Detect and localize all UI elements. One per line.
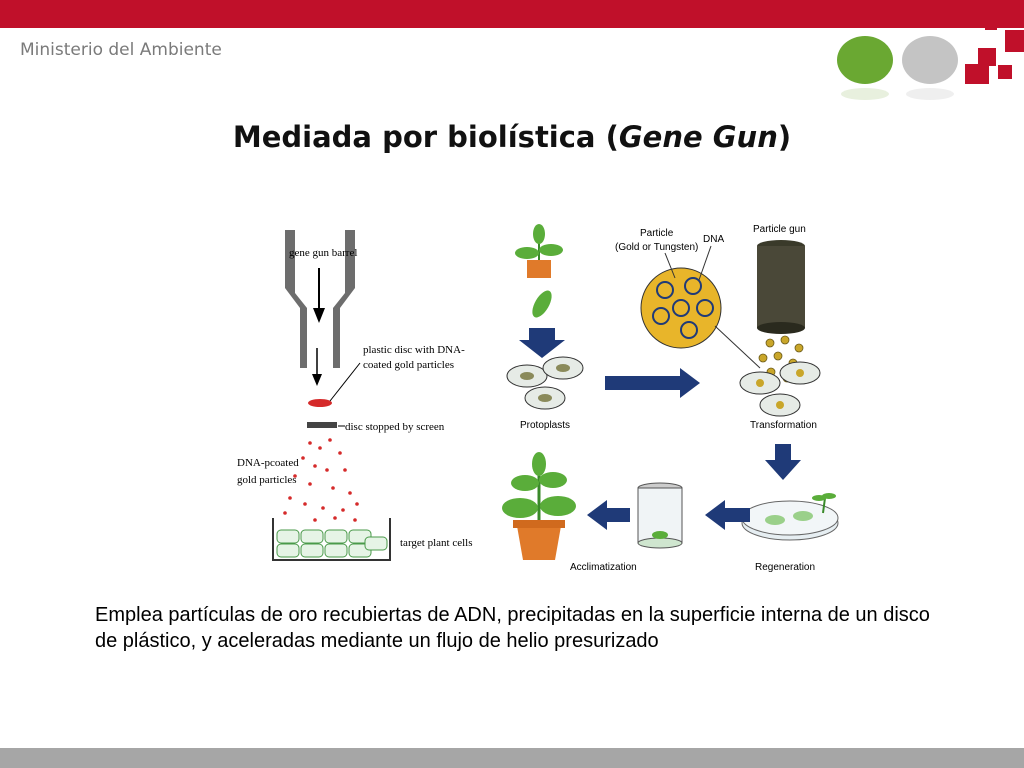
gene-gun-figure [215,208,845,580]
label-regeneration: Regeneration [755,562,816,573]
label-disc-2: coated gold particles [363,359,455,371]
green-circle-icon [837,36,893,84]
label-acclimatization: Acclimatization [570,562,637,573]
label-disc-1: plastic disc with DNA- [363,344,465,356]
label-particle-2: (Gold or Tungsten) [615,242,699,253]
label-transformation: Transformation [750,420,817,431]
label-particle-1: Particle [640,228,674,239]
label-protoplasts: Protoplasts [520,420,571,431]
label-stopped: disc stopped by screen [345,421,445,433]
ministry-label: Ministerio del Ambiente [20,40,222,60]
ministry-logo [830,20,1024,110]
dna-disc [308,399,332,407]
label-cells: target plant cells [400,537,473,549]
bottom-bar [0,748,1024,768]
label-dna: DNA [703,234,725,245]
slide-body-text: Emplea partículas de oro recubiertas de ADN, precipitadas en la superficie interna de un disco de plástico, y aceleradas mediante un flujo de helio presurizado [95,604,930,652]
slide-title: Mediada por biolística (Gene Gun) [232,120,792,154]
label-particles-1: DNA-pcoated [237,457,299,469]
gray-circle-icon [902,36,958,84]
label-particles-2: gold particles [237,474,297,486]
label-particle-gun: Particle gun [753,224,806,235]
label-barrel: gene gun barrel [289,247,358,259]
